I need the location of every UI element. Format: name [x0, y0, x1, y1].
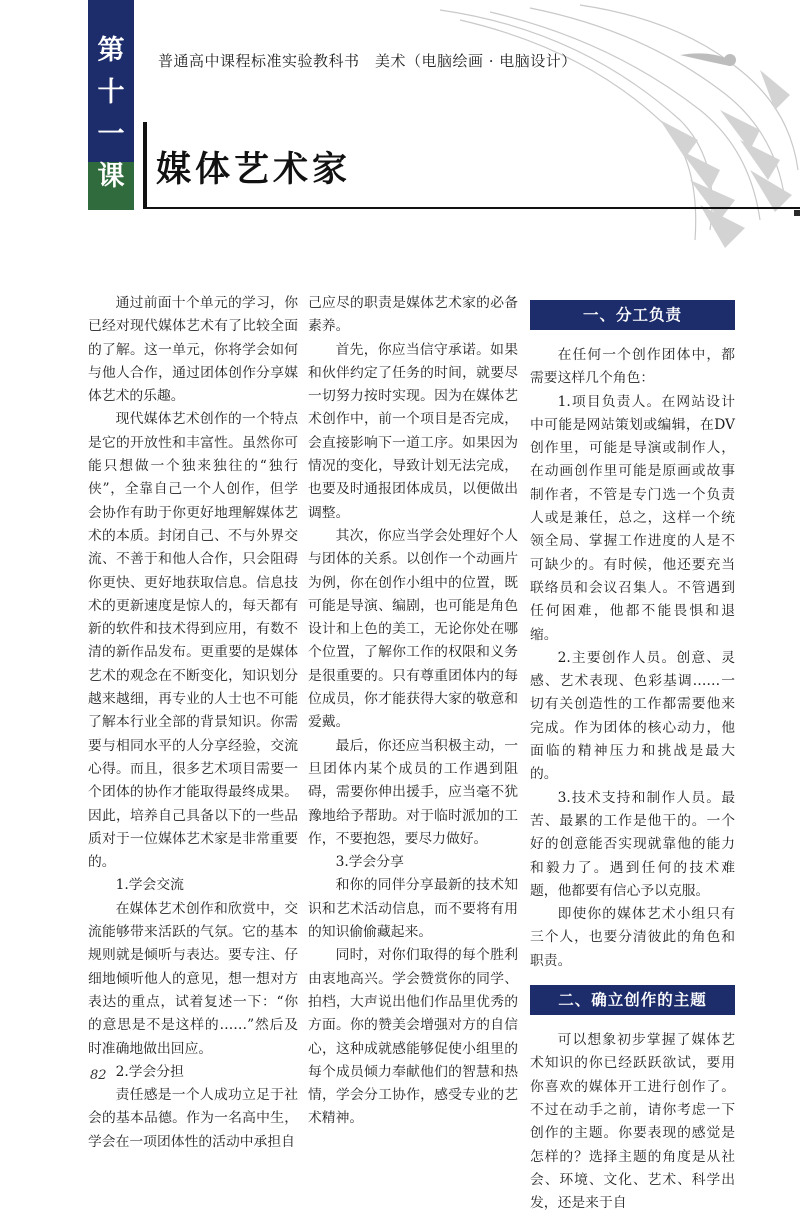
paragraph: 2.主要创作人员。创意、灵感、艺术表现、色彩基调……一切有关创造性的工作都需要他来完成。作为团体的核心动力，他面临的精神压力和挑战是最大的。 [530, 649, 735, 783]
title-accent-bar [143, 122, 147, 208]
paragraph: 可以想象初步掌握了媒体艺术知识的你已经跃跃欲试，要用你喜欢的媒体开工进行创作了。不过在动手之前，请你考虑一下创作的主题。你要表现的感觉是怎样的？选择主题的角度是从社会、环境、文化、艺术、科学出发，还是来于自 [530, 1032, 735, 1212]
paragraph: 和你的同伴分享最新的技术知识和艺术活动信息，而不要将有用的知识偷偷藏起来。 [308, 877, 518, 941]
paragraph: 其次，你应当学会处理好个人与团体的关系。以创作一个动画片为例，你在创作小组中的位置，既可能是导演、编剧，也可能是角色设计和上色的美工，无论你处在哪个位置，了解你工作的权限和义务是很重要的。只有尊重团体内的每位成员，你才能获得大家的敬意和爱戴。 [308, 527, 518, 731]
text-column-2 [308, 292, 518, 1131]
subheading: 3.学会分享 [335, 854, 404, 871]
page-title: 媒体艺术家 [156, 149, 352, 190]
paragraph: 即使你的媒体艺术小组只有三个人，也要分清彼此的角色和职责。 [530, 906, 735, 969]
lesson-char: 一 [97, 119, 125, 150]
paragraph: 首先，你应当信守承诺。如果和伙伴约定了任务的时间，就要尽一切努力按时实现。因为在媒体艺术创作中，前一个项目是否完成，会直接影响下一道工序。如果因为情况的变化，导致计划无法完成，也要及时通报团体成员，以便做出调整。 [308, 341, 518, 521]
lesson-tab [88, 0, 134, 210]
page-number: 82 [90, 1068, 107, 1083]
subheading: 2.学会分担 [115, 1063, 184, 1080]
paragraph: 最后，你还应当积极主动，一旦团体内某个成员的工作遇到阻碍，需要你伸出援手，应当毫不犹豫地给予帮助。对于临时派加的工作，不要抱怨，要尽力做好。 [308, 737, 518, 847]
paragraph: 同时，对你们取得的每个胜利由衷地高兴。学会赞赏你的同学、拍档，大声说出他们作品里优秀的方面。你的赞美会增强对方的自信心，这种成就感能够促使小组里的每个成员倾力奉献他们的智慧和热情，学会分工协作，感受专业的艺术精神。 [308, 947, 518, 1127]
section-heading: 一、分工负责 [530, 300, 735, 330]
section-heading: 二、确立创作的主题 [530, 985, 735, 1015]
paragraph: 通过前面十个单元的学习，你已经对现代媒体艺术有了比较全面的了解。这一单元，你将学会如何与他人合作，通过团体创作分享媒体艺术的乐趣。 [88, 295, 298, 405]
paragraph: 己应尽的职责是媒体艺术家的必备素养。 [308, 295, 518, 335]
text-column-1 [88, 292, 298, 1154]
decorative-crane-illustration [380, 0, 800, 280]
page-edge-mark [794, 210, 800, 216]
lesson-char: 十 [97, 77, 125, 108]
lesson-label [88, 30, 134, 198]
paragraph: 在媒体艺术创作和欣赏中，交流能够带来活跃的气氛。它的基本规则就是倾听与表达。要专注、仔细地倾听他人的意见，想一想对方表达的重点，试着复述一下：“你的意思是不是这样的……”然后及时准确地做出回应。 [88, 900, 298, 1057]
text-column-3 [530, 300, 735, 1215]
paragraph: 在任何一个创作团体中，都需要这样几个角色： [530, 347, 735, 387]
textbook-series-title: 普通高中课程标准实验教科书 美术（电脑绘画 · 电脑设计） [158, 52, 577, 70]
title-underline [143, 207, 800, 209]
paragraph: 责任感是一个人成功立足于社会的基本品德。作为一名高中生，学会在一项团体性的活动中承担自 [88, 1087, 298, 1150]
lesson-char: 第 [97, 35, 125, 66]
lesson-char: 课 [97, 161, 125, 192]
subheading: 1.学会交流 [115, 877, 184, 894]
paragraph: 1.项目负责人。在网站设计中可能是网站策划或编辑，在DV创作里，可能是导演或制作人，在动画创作里可能是原画或故事制作者，不管是专门选一个负责人或是兼任，总之，这样一个统领全局、掌握工作进度的人是不可缺少的。有时候，他还要充当联络员和会议召集人。不管遇到任何困难，他都不能畏惧和退缩。 [530, 393, 735, 643]
paragraph: 3.技术支持和制作人员。最苦、最累的工作是他干的。一个好的创意能否实现就靠他的能力和毅力了。遇到任何的技术难题，他都要有信心予以克服。 [530, 789, 735, 899]
paragraph: 现代媒体艺术创作的一个特点是它的开放性和丰富性。虽然你可能只想做一个独来独往的“独行侠”，全靠自己一个人创作，但学会协作有助于你更好地理解媒体艺术的本质。封闭自己、不与外界交流、不善于和他人合作，只会阻碍你更快、更好地获取信息。信息技术的更新速度是惊人的，每天都有新的软件和技术得到应用，有数不清的新作品发布。更重要的是媒体艺术的观念在不断变化，知识划分越来越细，再专业的人士也不可能了解本行业全部的背景知识。你需要与相同水平的人分享经验，交流心得。而且，很多艺术项目需要一个团体的协作才能取得最终成果。因此，培养自己具备以下的一些品质对于一位媒体艺术家是非常重要的。 [88, 411, 298, 871]
